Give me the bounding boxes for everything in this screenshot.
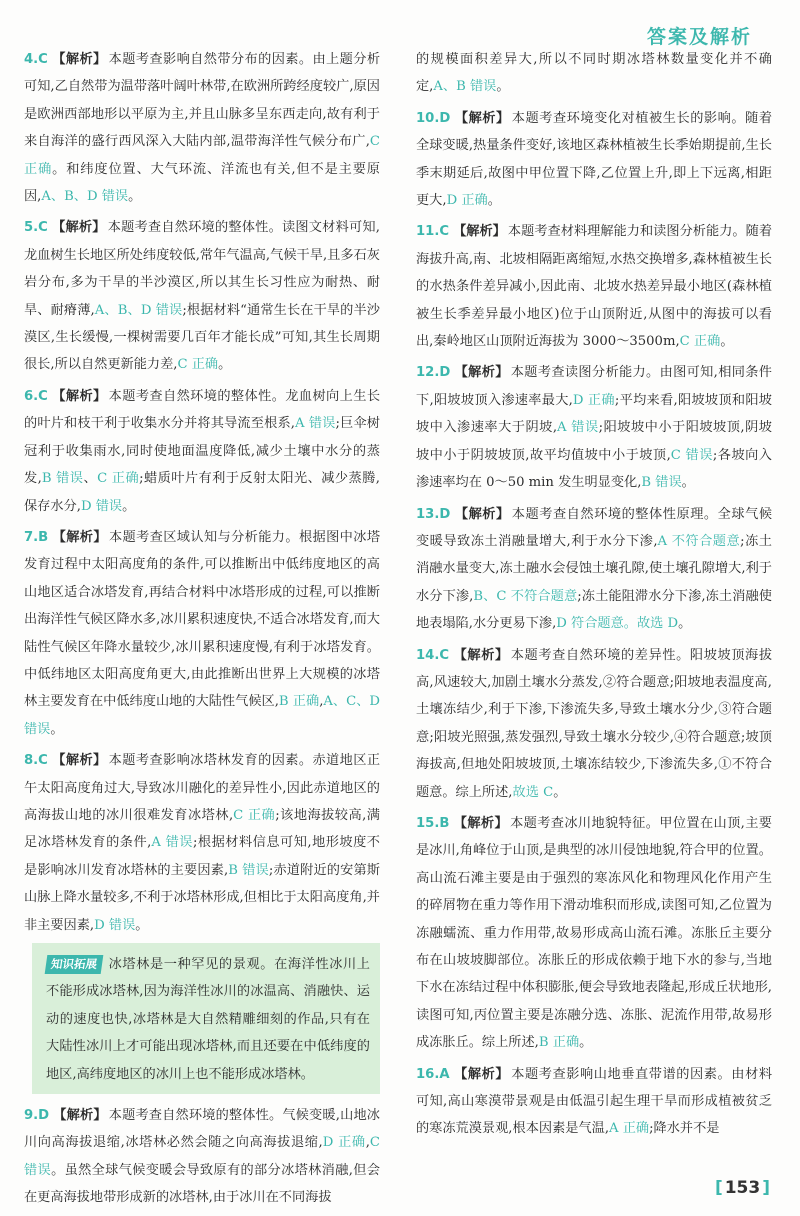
answer-verdict: A 不符合题意 xyxy=(657,533,741,549)
answer-verdict: B、C 不符合题意 xyxy=(473,588,578,604)
answer-number: 5.C xyxy=(24,220,48,236)
explanation-text: 本题考查区域认知与分析能力。根据图中冰塔发育过程中太阳高度角的条件,可以推断出中低纬度地区的高山地区适合冰塔发育,再结合材料中冰塔形成的过程,可以推断出海洋性气候区降水多,冰川累积速度快,不适合冰塔发育,而大陆性气候区年降水量较少,冰川累积速度慢,有利于冰塔发育。中低纬地区太阳高度角更大,由此推断出世界上大规模的冰塔林主要发育在中低纬度山地的大陆性气候区, xyxy=(24,529,381,710)
answer-item xyxy=(416,46,772,101)
answer-number: 6.C xyxy=(24,388,48,404)
explanation-text: 本题考查环境变化对植被生长的影响。随着全球变暖,热量条件变好,该地区森林植被生长季始期提前,生长季末期延后,故图中甲位置下降,乙位置上升,即上下远离,相距更大, xyxy=(416,110,773,209)
answer-verdict: C 错误 xyxy=(24,1135,380,1178)
answer-verdict: C 正确 xyxy=(679,334,721,350)
explanation-text: ;平均来看,阳坡坡顶和阳坡坡中入渗速率大于阴坡, xyxy=(416,392,772,436)
explanation-text: 本题考查自然环境的差异性。阳坡坡顶海拔高,风速较大,加剧土壤水分蒸发,②符合题意;阳坡地表温度高,土壤冻结少,利于下渗,下渗流失多,导致土壤水分少,③符合题意;阳坡光照强,蒸发强烈,导致土壤水分较少,④符合题意;坡顶海拔高,但地处阳坡坡顶,土壤冻结较少,下渗流失多,①不符合题意。综上所述, xyxy=(416,647,773,800)
answer-verdict: C 正确 xyxy=(177,357,219,373)
answer-verdict: A 错误 xyxy=(294,416,336,432)
explanation-text: 。 xyxy=(50,721,64,737)
analysis-tag: 【解析】 xyxy=(454,365,509,381)
explanation-text: 。 xyxy=(122,498,136,514)
explanation-text: ;蜡质叶片有利于反射太阳光、减少蒸腾,保存水分, xyxy=(24,471,380,514)
explanation-text: 本题考查自然环境的整体性。气候变暖,山地冰川向高海拔退缩,冰塔林必然会随之向高海拔退缩, xyxy=(24,1108,380,1151)
explanation-text: 。 xyxy=(487,193,501,209)
explanation-text: ;降水并不是 xyxy=(649,1121,720,1137)
explanation-text: 。 xyxy=(678,616,692,632)
explanation-text: ;根据材料信息可知,地形坡度不是影响冰川发育冰塔林的主要因素, xyxy=(24,835,380,878)
answer-item xyxy=(24,383,380,520)
answer-number: 9.D xyxy=(24,1108,50,1124)
left-column xyxy=(24,46,380,1216)
explanation-text: 本题考查读图分析能力。由图可知,相同条件下,阳坡坡顶入渗速率最大, xyxy=(416,365,772,408)
answer-verdict: B 正确 xyxy=(278,694,320,710)
explanation-text: 。 xyxy=(496,79,510,95)
answer-verdict: A、B 错误 xyxy=(433,79,497,95)
answer-verdict: D 错误 xyxy=(80,498,123,514)
answer-number: 16.A xyxy=(416,1066,450,1082)
explanation-text: 本题考查影响自然带分布的因素。由上题分析可知,乙自然带为温带落叶阔叶林带,在欧洲所跨经度较广,原因是欧洲西部地形以平原为主,并且山脉多呈东西走向,故有利于来自海洋的盛行西风深入大陆内部,温带海洋性气候分布广, xyxy=(24,52,381,150)
answer-verdict: B 正确 xyxy=(538,1035,580,1051)
explanation-text: 本题考查自然环境的整体性原理。全球气候变暖导致冻土消融量增大,利于水分下渗, xyxy=(416,506,773,549)
answer-number: 13.D xyxy=(416,506,451,522)
answer-verdict: C 错误 xyxy=(670,447,713,463)
explanation-text: 本题考查材料理解能力和读图分析能力。随着海拔升高,南、北坡相隔距离缩短,水热交换增多,森林植被生长的水热条件差异减小,因此南、北坡水热差异最小地区(森林植被生长季差异最小地区)位于山顶附近,从图中的海拔可以看出,秦岭地区山顶附近海拔为 3000～3500m, xyxy=(416,224,773,350)
analysis-tag: 【解析】 xyxy=(51,388,107,404)
answer-list-left-continued xyxy=(24,1102,380,1212)
analysis-tag: 【解析】 xyxy=(454,506,510,522)
answer-verdict: B 错误 xyxy=(228,862,269,878)
explanation-text: ;巨伞树冠利于收集雨水,同时使地面温度降低,减少土壤中水分的蒸发, xyxy=(24,416,380,487)
analysis-tag: 【解析】 xyxy=(51,220,106,236)
answer-number: 7.B xyxy=(24,529,49,545)
answer-item xyxy=(24,524,380,743)
explanation-text: 本题考查影响山地垂直带谱的因素。由材料可知,高山寒漠带景观是由低温引起生理干旱而形成植被贫乏的寒冻荒漠景观,根本因素是气温, xyxy=(416,1066,773,1137)
knowledge-badge: 知识拓展 xyxy=(45,955,104,974)
answer-verdict: D 正确 xyxy=(322,1135,366,1151)
answer-item xyxy=(24,747,380,939)
analysis-tag: 【解析】 xyxy=(51,52,107,67)
page-number: [ 153 ] xyxy=(715,1178,770,1198)
answer-verdict: D 错误 xyxy=(94,917,136,933)
answer-item xyxy=(416,359,772,496)
analysis-tag: 【解析】 xyxy=(453,647,509,663)
explanation-text: 本题考查影响冰塔林发育的因素。赤道地区正午太阳高度角过大,导致冰川融化的差异性小,因此赤道地区的高海拔山地的冰川很难发育冰塔林, xyxy=(24,753,381,823)
explanation-text: 本题考查冰川地貌特征。甲位置在山顶,主要是冰川,角峰位于山顶,是典型的冰川侵蚀地貌,符合甲的位置。高山流石滩主要是由于强烈的寒冻风化和物理风化作用产生的碎屑物在重力等作用下滑动堆积而形成,读图可知,乙位置为冻融蠕流、重力作用带,故易形成高山流石滩。冻胀丘主要分布在山坡坡脚部位。冻胀丘的形成依赖于地下水的参与,当地下水在冻结过程中体积膨胀,便会导致地表隆起,形成丘状地形,读图可知,丙位置主要是冻融分选、冻胀、泥流作用带,故易形成冻胀丘。综上所述, xyxy=(416,815,772,1051)
knowledge-text: 冰塔林是一种罕见的景观。在海洋性冰川上不能形成冰塔林,因为海洋性冰川的冰温高、消融快、运动的速度也快,冰塔林是大自然精雕细刻的作品,只有在大陆性冰川上才可能出现冰塔林,而且还要在中低纬度的地区,高纬度地区的冰川上也不能形成冰塔林。 xyxy=(46,957,370,1082)
answer-item xyxy=(416,218,772,355)
explanation-text: 的规模面积差异大,所以不同时期冰塔林数量变化并不确定, xyxy=(416,52,772,95)
explanation-text: ;各坡向入渗速率均在 0～50 min 发生明显变化, xyxy=(416,447,772,491)
answer-item xyxy=(24,214,380,378)
answer-item xyxy=(416,810,772,1057)
explanation-text: ;根据材料“通常生长在干旱的半沙漠区,生长缓慢,一棵树需要几百年才能长成”可知,其生长周期很长,所以自然更新能力差, xyxy=(24,302,380,373)
explanation-text: 。和纬度位置、大气环流、洋流也有关,但不是主要原因, xyxy=(24,161,380,205)
analysis-tag: 【解析】 xyxy=(454,110,510,126)
answer-item xyxy=(24,1102,380,1212)
explanation-text: ;该地海拔较高,满足冰塔林发育的条件, xyxy=(24,807,380,851)
answer-number: 10.D xyxy=(416,110,451,126)
answer-verdict: B 错误 xyxy=(641,475,682,491)
analysis-tag: 【解析】 xyxy=(453,1066,510,1082)
explanation-text: 。 xyxy=(681,475,695,491)
explanation-text: 。虽然全球气候变暖会导致原有的部分冰塔林消融,但会在更高海拔地带形成新的冰塔林,由于冰川在不同海拔 xyxy=(24,1162,380,1206)
answer-verdict: D 正确 xyxy=(572,392,615,408)
answer-number: 8.C xyxy=(24,753,48,769)
explanation-text: ;冻土能阻滞水分下渗,冻土消融使地表塌陷,水分更易下渗, xyxy=(416,588,772,632)
answer-number: 4.C xyxy=(24,52,48,67)
answer-verdict: C 正确 xyxy=(233,807,276,823)
explanation-text: 。 xyxy=(553,784,567,800)
answer-number: 14.C xyxy=(416,647,450,663)
explanation-text: 本题考查自然环境的整体性。龙血树向上生长的叶片和枝干利于收集水分并将其导流至根系, xyxy=(24,388,381,432)
answer-number: 12.D xyxy=(416,365,451,381)
answer-verdict: A 正确 xyxy=(609,1121,650,1137)
answer-item xyxy=(416,642,772,806)
answer-verdict: A 错误 xyxy=(557,420,599,436)
analysis-tag: 【解析】 xyxy=(53,1108,107,1124)
analysis-tag: 【解析】 xyxy=(52,529,107,545)
answer-item xyxy=(24,46,380,210)
right-column xyxy=(416,46,772,1147)
answer-verdict: D 正确 xyxy=(446,193,488,209)
explanation-text: ;冻土消融水量变大,冻土融水会侵蚀土壤孔隙,使土壤孔隙增大,利于水分下渗, xyxy=(416,533,772,604)
analysis-tag: 【解析】 xyxy=(51,753,107,769)
section-title: 答案及解析 xyxy=(646,26,752,48)
answer-verdict: A 错误 xyxy=(151,835,193,851)
explanation-text: ;赤道附近的安第斯山脉上降水量较多,不利于冰塔林形成,但相比于太阳高度角,并非主要因素, xyxy=(24,862,380,933)
answer-verdict: B 错误 xyxy=(41,471,84,487)
explanation-text: 。 xyxy=(720,334,734,350)
answer-list-left xyxy=(24,46,380,939)
explanation-text: , xyxy=(319,694,324,710)
knowledge-box xyxy=(32,943,380,1094)
explanation-text: 。 xyxy=(128,189,142,205)
explanation-text: 、 xyxy=(83,471,98,487)
answer-verdict: D 符合题意。故选 D xyxy=(556,616,679,632)
answer-item xyxy=(416,1061,772,1143)
answer-verdict: C 正确 xyxy=(24,134,380,177)
answer-verdict: A、B、D 错误 xyxy=(94,302,183,318)
analysis-tag: 【解析】 xyxy=(453,224,506,240)
answer-verdict: 故选 C xyxy=(512,784,554,800)
explanation-text: 。 xyxy=(135,917,149,933)
answer-item xyxy=(416,501,772,638)
answer-number: 15.B xyxy=(416,815,450,831)
explanation-text: ;阳坡坡中小于阳坡坡顶,阴坡坡中小于阴坡坡顶,故平均值坡中小于坡顶, xyxy=(416,420,772,463)
answer-item xyxy=(416,105,772,215)
answer-number: 11.C xyxy=(416,224,450,240)
explanation-text: 。 xyxy=(579,1035,593,1051)
answer-list-right xyxy=(416,46,772,1143)
answer-verdict: C 正确 xyxy=(97,471,140,487)
answer-verdict: A、C、D 错误 xyxy=(24,694,380,737)
answer-verdict: A、B、D 错误 xyxy=(41,189,129,205)
analysis-tag: 【解析】 xyxy=(453,815,509,831)
explanation-text: , xyxy=(365,1135,370,1151)
explanation-text: 。 xyxy=(218,357,232,373)
explanation-text: 本题考查自然环境的整体性。读图文材料可知,龙血树生长地区所处纬度较低,常年气温高,气候干旱,且多石灰岩分布,多为干旱的半沙漠区,所以其生长习性应为耐热、耐旱、耐瘠薄, xyxy=(24,220,380,318)
